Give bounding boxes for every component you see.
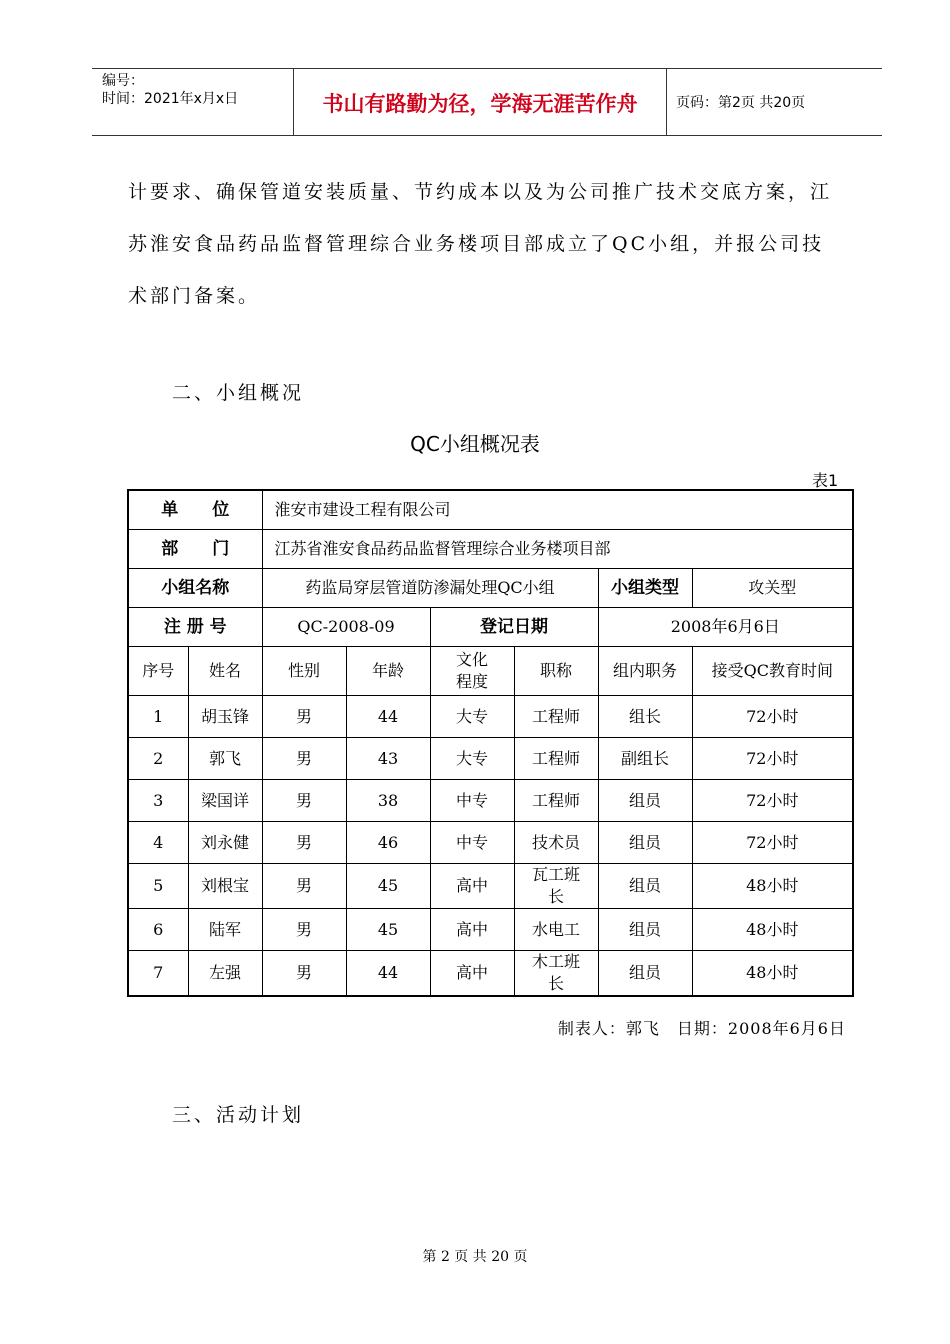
table-label: 表1: [812, 471, 839, 490]
member-no: 2: [128, 738, 188, 780]
table-row: [128, 569, 853, 608]
table-row: [128, 738, 853, 780]
header-time: 时间：2021年x月x日: [102, 91, 239, 107]
table-row: [128, 696, 853, 738]
reg-number-label: 注 册 号: [128, 608, 262, 647]
member-name: 刘永健: [188, 822, 262, 864]
table-signature: 制表人：郭飞 日期：2008年6月6日: [557, 1019, 846, 1038]
member-title: 木工班长: [514, 951, 598, 997]
member-sex: 男: [262, 738, 346, 780]
member-education: 大专: [430, 738, 514, 780]
intro-line: 计要求、确保管道安装质量、节约成本以及为公司推广技术交底方案，江: [128, 181, 833, 203]
member-training-hours: 72小时: [692, 822, 853, 864]
member-sex: 男: [262, 951, 346, 997]
member-no: 5: [128, 864, 188, 909]
dept-value: 江苏省淮安食品药品监督管理综合业务楼项目部: [262, 530, 853, 569]
member-name: 左强: [188, 951, 262, 997]
member-name: 刘根宝: [188, 864, 262, 909]
reg-number-value: QC-2008-09: [262, 608, 430, 647]
unit-label: 单 位: [128, 490, 262, 530]
section-heading: 二、小组概况: [172, 382, 305, 404]
table-row: [128, 530, 853, 569]
unit-value: 淮安市建设工程有限公司: [262, 490, 853, 530]
member-sex: 男: [262, 909, 346, 951]
member-role: 组员: [598, 822, 692, 864]
column-header: 职称: [514, 647, 598, 696]
member-title: 工程师: [514, 780, 598, 822]
column-header: 性别: [262, 647, 346, 696]
member-education: 高中: [430, 951, 514, 997]
header-motto: 书山有路勤为径，学海无涯苦作舟: [322, 92, 638, 116]
header-divider: [666, 68, 667, 135]
dept-label: 部 门: [128, 530, 262, 569]
table-row: [128, 909, 853, 951]
header-bottom-rule: [92, 135, 882, 136]
member-name: 郭飞: [188, 738, 262, 780]
header-code: 编号：: [102, 73, 144, 89]
qc-group-table: [127, 489, 854, 997]
reg-date-value: 2008年6月6日: [598, 608, 853, 647]
table-row: [128, 608, 853, 647]
member-training-hours: 48小时: [692, 951, 853, 997]
member-role: 组员: [598, 864, 692, 909]
member-name: 胡玉锋: [188, 696, 262, 738]
reg-date-label: 登记日期: [430, 608, 598, 647]
member-sex: 男: [262, 696, 346, 738]
header-page-number: 页码：第2页 共20页: [676, 95, 806, 111]
group-name-value: 药监局穿层管道防渗漏处理QC小组: [262, 569, 598, 608]
member-title: 技术员: [514, 822, 598, 864]
member-title: 水电工: [514, 909, 598, 951]
column-header: 组内职务: [598, 647, 692, 696]
member-age: 44: [346, 951, 430, 997]
member-name: 梁国详: [188, 780, 262, 822]
intro-line: 术部门备案。: [128, 285, 261, 307]
member-role: 副组长: [598, 738, 692, 780]
member-role: 组员: [598, 951, 692, 997]
intro-line: 苏淮安食品药品监督管理综合业务楼项目部成立了QC小组，并报公司技: [128, 233, 825, 255]
member-age: 45: [346, 909, 430, 951]
member-age: 44: [346, 696, 430, 738]
member-title: 瓦工班长: [514, 864, 598, 909]
member-title: 工程师: [514, 696, 598, 738]
member-age: 46: [346, 822, 430, 864]
section-heading: 三、活动计划: [172, 1104, 305, 1126]
member-role: 组员: [598, 780, 692, 822]
member-role: 组员: [598, 909, 692, 951]
member-sex: 男: [262, 864, 346, 909]
member-age: 45: [346, 864, 430, 909]
member-age: 38: [346, 780, 430, 822]
table-row: [128, 951, 853, 997]
member-header-row: [128, 647, 853, 696]
member-title: 工程师: [514, 738, 598, 780]
header-top-rule: [92, 68, 882, 69]
group-type-label: 小组类型: [598, 569, 692, 608]
member-no: 7: [128, 951, 188, 997]
member-no: 4: [128, 822, 188, 864]
table-title: QC小组概况表: [410, 432, 540, 456]
table-row: [128, 490, 853, 530]
column-header: 姓名: [188, 647, 262, 696]
member-training-hours: 48小时: [692, 909, 853, 951]
member-training-hours: 72小时: [692, 738, 853, 780]
table-row: [128, 780, 853, 822]
group-name-label: 小组名称: [128, 569, 262, 608]
group-type-value: 攻关型: [692, 569, 853, 608]
member-education: 大专: [430, 696, 514, 738]
table-row: [128, 822, 853, 864]
member-no: 3: [128, 780, 188, 822]
member-sex: 男: [262, 822, 346, 864]
header-divider: [293, 68, 294, 135]
member-age: 43: [346, 738, 430, 780]
member-education: 中专: [430, 780, 514, 822]
table-row: [128, 864, 853, 909]
member-no: 1: [128, 696, 188, 738]
member-rows: [128, 696, 853, 997]
member-no: 6: [128, 909, 188, 951]
member-education: 高中: [430, 864, 514, 909]
member-sex: 男: [262, 780, 346, 822]
member-training-hours: 48小时: [692, 864, 853, 909]
member-training-hours: 72小时: [692, 780, 853, 822]
member-education: 高中: [430, 909, 514, 951]
member-training-hours: 72小时: [692, 696, 853, 738]
member-role: 组长: [598, 696, 692, 738]
column-header: 文化程度: [430, 647, 514, 696]
page-footer: 第 2 页 共 20 页: [422, 1249, 528, 1265]
member-name: 陆军: [188, 909, 262, 951]
column-header: 接受QC教育时间: [692, 647, 853, 696]
column-header: 序号: [128, 647, 188, 696]
column-header: 年龄: [346, 647, 430, 696]
member-education: 中专: [430, 822, 514, 864]
